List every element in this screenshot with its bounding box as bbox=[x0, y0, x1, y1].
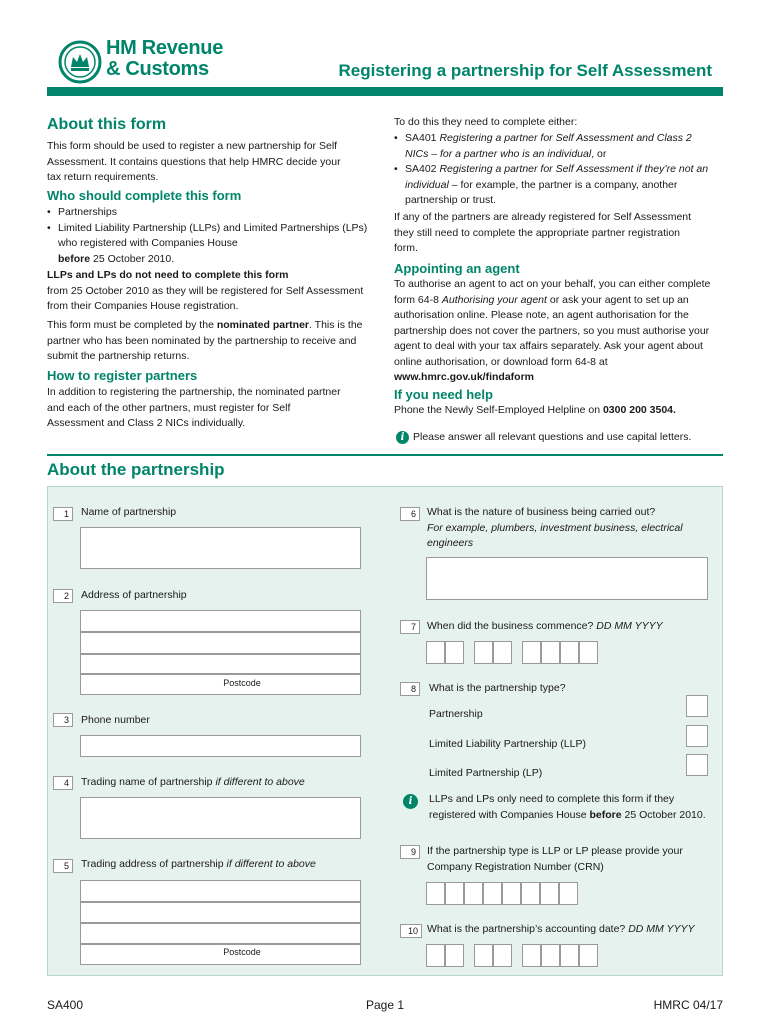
agent-heading: Appointing an agent bbox=[394, 261, 520, 276]
info-icon: i bbox=[396, 431, 409, 444]
q3-label: Phone number bbox=[81, 714, 150, 726]
address-line-1-field[interactable] bbox=[80, 610, 361, 632]
trading-address-line-1-field[interactable] bbox=[80, 880, 361, 902]
crown-crest-icon bbox=[58, 40, 102, 84]
who-list bbox=[47, 205, 377, 267]
list-item: • SA402 Registering a partner for Self Assessment if they’re not an individual – for example, the partner is a company, another partnership or trust. bbox=[394, 162, 714, 209]
crn-digit-box[interactable] bbox=[445, 882, 464, 905]
question-number: 8 bbox=[400, 682, 420, 696]
trading-name-field[interactable] bbox=[80, 797, 361, 839]
q1-label: Name of partnership bbox=[81, 506, 177, 518]
commence-date-boxes bbox=[426, 641, 598, 664]
partnership-checkbox[interactable] bbox=[686, 695, 708, 717]
crn-digit-box[interactable] bbox=[426, 882, 445, 905]
crn-digit-box[interactable] bbox=[502, 882, 521, 905]
question-number: 6 bbox=[400, 507, 420, 521]
page-title: Registering a partnership for Self Assessment bbox=[338, 61, 712, 80]
postcode-label: Postcode bbox=[223, 678, 261, 688]
date-digit-box[interactable] bbox=[560, 944, 579, 967]
q9-label: If the partnership type is LLP or LP please provide your Company Registration Number (CRN) bbox=[427, 845, 683, 873]
crn-digit-box[interactable] bbox=[559, 882, 578, 905]
option-label: Limited Liability Partnership (LLP) bbox=[429, 738, 586, 750]
crn-digit-box[interactable] bbox=[521, 882, 540, 905]
crn-digit-box[interactable] bbox=[464, 882, 483, 905]
date-digit-box[interactable] bbox=[493, 944, 512, 967]
help-heading: If you need help bbox=[394, 387, 493, 402]
header-rule bbox=[47, 87, 723, 96]
date-digit-box[interactable] bbox=[426, 641, 445, 664]
date-digit-box[interactable] bbox=[445, 944, 464, 967]
date-digit-box[interactable] bbox=[474, 641, 493, 664]
about-form-heading: About this form bbox=[47, 116, 167, 133]
date-digit-box[interactable] bbox=[445, 641, 464, 664]
form-version: HMRC 04/17 bbox=[653, 998, 723, 1012]
partnership-name-field[interactable] bbox=[80, 527, 361, 569]
logo-wordmark bbox=[106, 38, 223, 80]
about-form-intro: This form should be used to register a new partnership for Self Assessment. It contains questions that help HMRC decide your tax return requirements. bbox=[47, 140, 341, 183]
llp-note: LLPs and LPs do not need to complete this form from 25 October 2010 as they will be registered for Self Assessment from their Companies House registration. bbox=[47, 269, 364, 312]
crn-digit-box[interactable] bbox=[483, 882, 502, 905]
date-digit-box[interactable] bbox=[522, 641, 541, 664]
list-item: • Limited Liability Partnership (LLPs) and Limited Partnerships (LPs) who registered with Companies House before 25 October 2010. bbox=[47, 221, 377, 268]
date-digit-box[interactable] bbox=[579, 944, 598, 967]
option-label: Limited Partnership (LP) bbox=[429, 767, 543, 779]
info-icon: i bbox=[403, 794, 418, 809]
trading-address-line-2-field[interactable] bbox=[80, 902, 361, 923]
date-digit-box[interactable] bbox=[493, 641, 512, 664]
date-digit-box[interactable] bbox=[522, 944, 541, 967]
logo-line-1: HM Revenue bbox=[106, 37, 224, 59]
q10-label: What is the partnership’s accounting date? DD MM YYYY bbox=[427, 923, 695, 935]
help-text: Phone the Newly Self-Employed Helpline on 0300 200 3504. bbox=[394, 404, 676, 416]
phone-field[interactable] bbox=[80, 735, 361, 757]
capitals-note: Please answer all relevant questions and use capital letters. bbox=[413, 431, 692, 443]
postcode-label: Postcode bbox=[223, 947, 261, 957]
section-rule bbox=[47, 454, 723, 456]
q5-label: Trading address of partnership if different to above bbox=[81, 858, 316, 870]
date-digit-box[interactable] bbox=[560, 641, 579, 664]
question-number: 1 bbox=[53, 507, 73, 521]
nominated-partner-note: This form must be completed by the nominated partner. This is the partner who has been nominated by the partnership to receive and submit the partnership returns. bbox=[47, 319, 363, 362]
todo-text: To do this they need to complete either: bbox=[394, 116, 578, 128]
how-heading: How to register partners bbox=[47, 368, 198, 383]
q2-label: Address of partnership bbox=[81, 589, 187, 601]
nature-of-business-field[interactable] bbox=[426, 557, 708, 600]
date-digit-box[interactable] bbox=[426, 944, 445, 967]
accounting-date-boxes bbox=[426, 944, 598, 967]
question-number: 9 bbox=[400, 845, 420, 859]
how-text: In addition to registering the partnership, the nominated partner and each of the other partners, must register for Self Assessment and Class 2 NICs individually. bbox=[47, 386, 341, 429]
q7-label: When did the business commence? DD MM YYYY bbox=[427, 620, 663, 632]
question-number: 2 bbox=[53, 589, 73, 603]
forms-list bbox=[394, 131, 714, 209]
address-line-2-field[interactable] bbox=[80, 632, 361, 654]
section-heading: About the partnership bbox=[47, 460, 225, 479]
list-item: • Partnerships bbox=[47, 205, 377, 221]
lp-checkbox[interactable] bbox=[686, 754, 708, 776]
already-registered-text: If any of the partners are already registered for Self Assessment they still need to complete the appropriate partner registration form. bbox=[394, 211, 692, 254]
q8-label: What is the partnership type? bbox=[429, 682, 566, 694]
q4-label: Trading name of partnership if different to above bbox=[81, 776, 305, 788]
address-line-3-field[interactable] bbox=[80, 654, 361, 674]
date-digit-box[interactable] bbox=[474, 944, 493, 967]
question-number: 3 bbox=[53, 713, 73, 727]
trading-address-line-3-field[interactable] bbox=[80, 923, 361, 944]
question-number: 5 bbox=[53, 859, 73, 873]
list-item: • SA401 Registering a partner for Self Assessment and Class 2 NICs – for a partner who is an individual, or bbox=[394, 131, 714, 162]
q6-label: What is the nature of business being carried out? For example, plumbers, investment business, electrical engineers bbox=[427, 506, 683, 549]
date-digit-box[interactable] bbox=[541, 641, 560, 664]
question-number: 10 bbox=[400, 924, 422, 938]
crn-digit-box[interactable] bbox=[540, 882, 559, 905]
question-number: 4 bbox=[53, 776, 73, 790]
llp-lp-note: LLPs and LPs only need to complete this form if they registered with Companies House before 25 October 2010. bbox=[429, 793, 706, 821]
findaform-link[interactable]: www.hmrc.gov.uk/findaform bbox=[394, 371, 535, 383]
question-number: 7 bbox=[400, 620, 420, 634]
page-number: Page 1 bbox=[366, 998, 405, 1012]
agent-text: To authorise an agent to act on your behalf, you can either complete form 64-8 Authorising your agent or ask your agent to set up an authorisation online. Please note, an agent authorisation for the partnership does not cover the partners, so you must authorise your agent to deal with your tax affairs separately. Ask your agent about online authorisation, or download form 64-8 at www.hmrc.gov.uk/findaform bbox=[394, 278, 711, 383]
date-digit-box[interactable] bbox=[541, 944, 560, 967]
llp-checkbox[interactable] bbox=[686, 725, 708, 747]
who-heading: Who should complete this form bbox=[47, 188, 242, 203]
crn-boxes bbox=[426, 882, 578, 905]
option-label: Partnership bbox=[429, 708, 483, 720]
form-code: SA400 bbox=[47, 998, 84, 1012]
date-digit-box[interactable] bbox=[579, 641, 598, 664]
logo-line-2: & Customs bbox=[106, 58, 209, 80]
